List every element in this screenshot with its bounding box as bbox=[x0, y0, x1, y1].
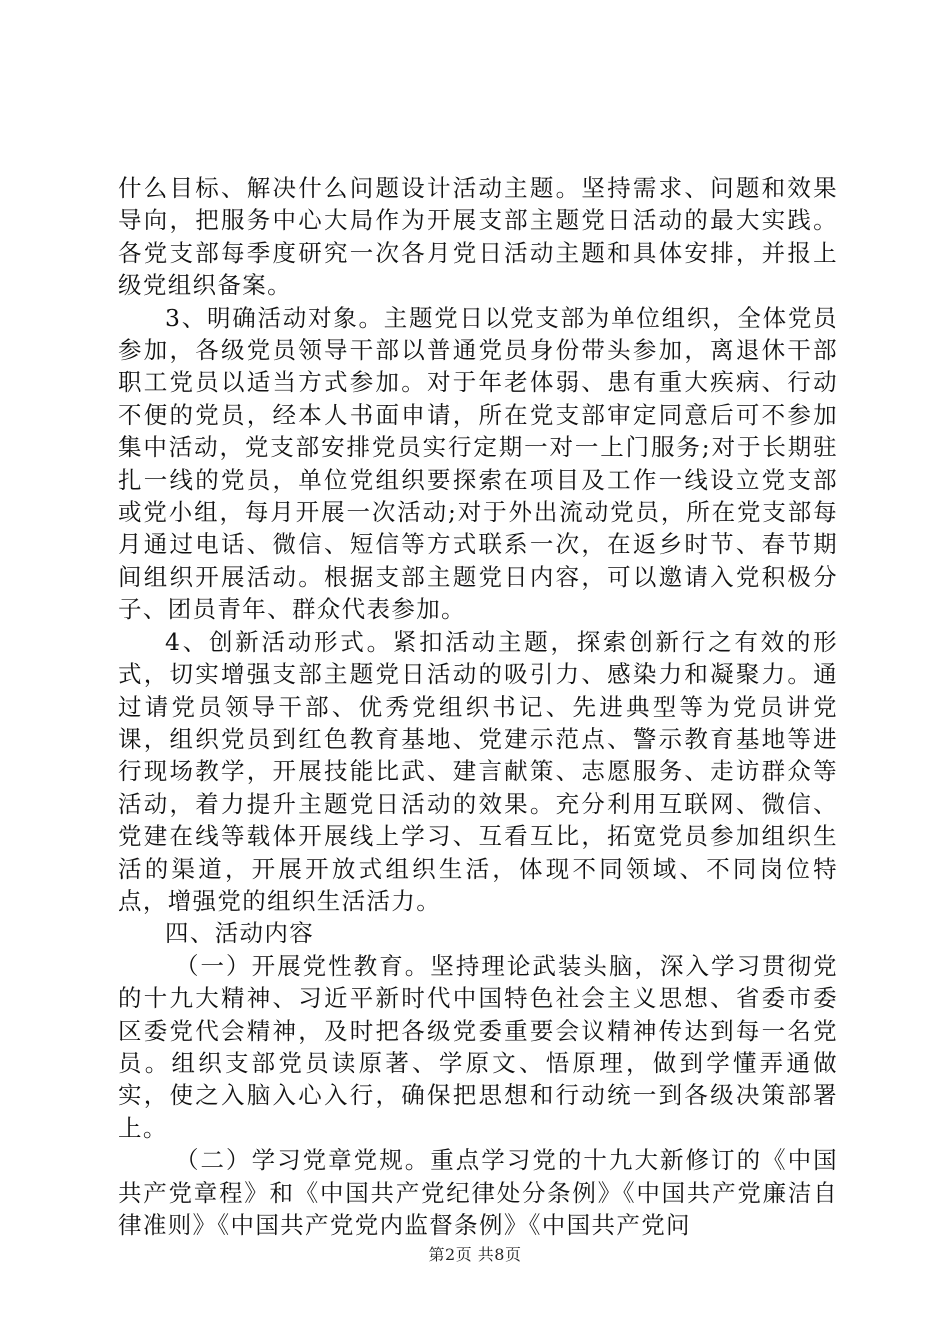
paragraph-activity-targets: 3、明确活动对象。主题党日以党支部为单位组织，全体党员参加，各级党员领导干部以普通党员身份带头参加，离退休干部职工党员以适当方式参加。对于年老体弱、患有重大疾病、行动不便的党员，经本人书面申请，所在党支部审定同意后可不参加集中活动，党支部安排党员实行定期一对一上门服务;对于长期驻扎一线的党员，单位党组织要探索在项目及工作一线设立党支部或党小组，每月开展一次活动;对于外出流动党员，所在党支部每月通过电话、微信、短信等方式联系一次，在返乡时节、春节期间组织开展活动。根据支部主题党日内容，可以邀请入党积极分子、团员青年、群众代表参加。 bbox=[118, 303, 838, 624]
paragraph-continued: 什么目标、解决什么问题设计活动主题。坚持需求、问题和效果导向，把服务中心大局作为开展支部主题党日活动的最大实践。各党支部每季度研究一次各月党日活动主题和具体安排，并报上级党组织备案。 bbox=[118, 174, 838, 300]
paragraph-party-rules: （二）学习党章党规。重点学习党的十九大新修订的《中国共产党章程》和《中国共产党纪律处分条例》《中国共产党廉洁自律准则》《中国共产党党内监督条例》《中国共产党问 bbox=[118, 1146, 838, 1239]
page-number-footer: 第2页 共8页 bbox=[428, 1245, 522, 1264]
paragraph-party-education: （一）开展党性教育。坚持理论武装头脑，深入学习贯彻党的十九大精神、习近平新时代中国特色社会主义思想、省委市委区委党代会精神，及时把各级党委重要会议精神传达到每一名党员。组织支部党员读原著、学原文、悟原理，做到学懂弄通做实，使之入脑入心入行，确保把思想和行动统一到各级决策部署上。 bbox=[118, 951, 838, 1142]
section-heading-activity-content: 四、活动内容 bbox=[165, 919, 315, 948]
document-body bbox=[118, 172, 838, 1241]
paragraph-activity-forms: 4、创新活动形式。紧扣活动主题，探索创新行之有效的形式，切实增强支部主题党日活动的吸引力、感染力和凝聚力。通过请党员领导干部、优秀党组织书记、先进典型等为党员讲党课，组织党员到红色教育基地、党建示范点、警示教育基地等进行现场教学，开展技能比武、建言献策、志愿服务、走访群众等活动，着力提升主题党日活动的效果。充分利用互联网、微信、党建在线等载体开展线上学习、互看互比，拓宽党员参加组织生活的渠道，开展开放式组织生活，体现不同领域、不同岗位特点，增强党的组织生活活力。 bbox=[118, 627, 838, 915]
